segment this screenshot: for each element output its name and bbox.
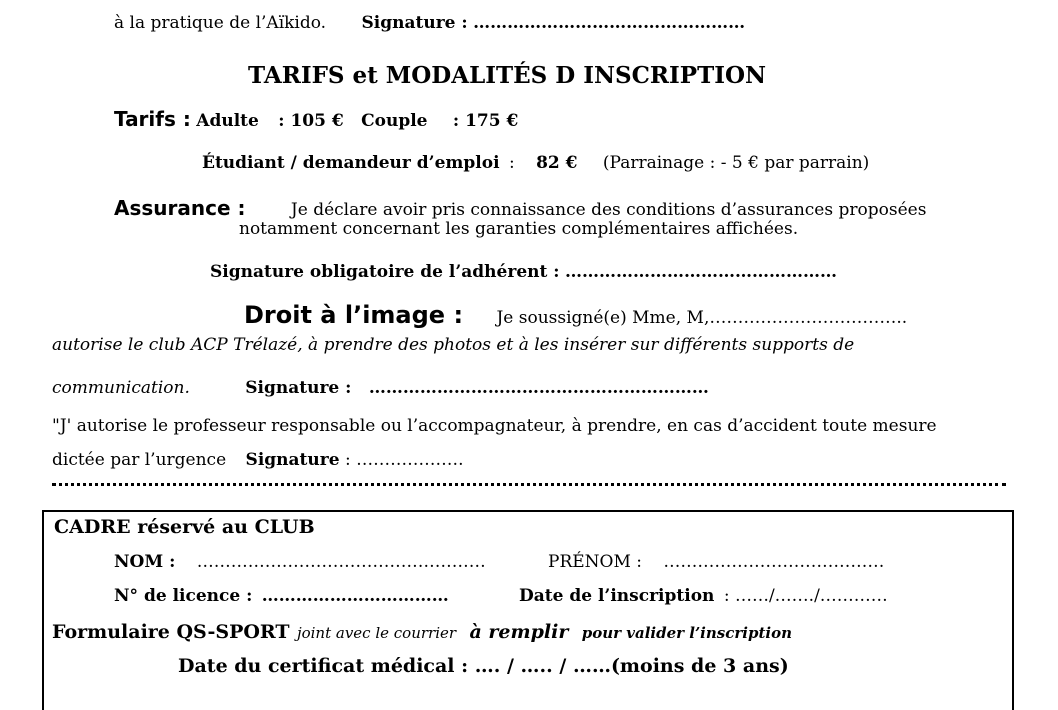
etudiant-label: Étudiant / demandeur d’emploi xyxy=(202,153,500,173)
inscription-date-label: Date de l’inscription xyxy=(519,586,715,606)
prenom-dots: ………………………………… xyxy=(663,552,885,572)
image-line-2: autorise le club ACP Trélazé, à prendre des photos et à les insérer sur différents supports de xyxy=(52,335,855,355)
assurance-text-1: Je déclare avoir pris connaissance des conditions d’assurances proposées xyxy=(290,200,927,220)
couple-price: : 175 € xyxy=(452,111,519,131)
assurance-signature xyxy=(210,262,837,282)
image-signature-label: Signature : xyxy=(245,378,352,398)
qs-sport-label: Formulaire QS-SPORT xyxy=(52,621,290,643)
nom-dots: …………………………………………… xyxy=(196,552,486,572)
adulte-price: : 105 € xyxy=(278,111,344,131)
tarifs-line xyxy=(114,107,518,131)
qs-sport-remplir: à remplir xyxy=(469,621,569,643)
club-box xyxy=(42,510,1014,710)
urgence-line-2 xyxy=(52,450,463,470)
intro-text: à la pratique de l’Aïkido. xyxy=(114,13,327,33)
assurance-label: Assurance : xyxy=(114,196,246,220)
urgence-signature-dots: : ………………. xyxy=(344,450,464,470)
assurance-line-2: notamment concernant les garanties complémentaires affichées. xyxy=(239,219,799,239)
image-line-3-text: communication. xyxy=(52,378,190,398)
parrainage-note: (Parrainage : - 5 € par parrain) xyxy=(602,153,870,173)
image-text: Je soussigné(e) Mme, M,…………………………….. xyxy=(496,308,908,328)
licence-line xyxy=(114,586,449,606)
intro-line xyxy=(114,13,745,33)
tarifs-label: Tarifs : xyxy=(114,107,191,131)
adulte-label: Adulte xyxy=(196,111,259,131)
urgence-line-1: "J' autorise le professeur responsable ou l’accompagnateur, à prendre, en cas d’accident toute mesure xyxy=(52,416,937,436)
intro-signature-dots: ………………………………………… xyxy=(473,13,746,33)
couple-label: Couple xyxy=(361,111,428,131)
etudiant-sep: : xyxy=(508,153,515,173)
qs-sport-joint: joint avec le courrier xyxy=(296,624,457,642)
licence-label: N° de licence : xyxy=(114,586,253,606)
image-signature-dots: …………………………………………………… xyxy=(368,378,709,398)
tarifs-heading: TARIFS et MODALITÉS D INSCRIPTION xyxy=(248,62,767,89)
etudiant-price: 82 € xyxy=(536,153,578,173)
nom-label: NOM : xyxy=(114,552,176,572)
assurance-line xyxy=(114,196,926,220)
prenom-line xyxy=(548,552,884,572)
qs-sport-valider: pour valider l’inscription xyxy=(581,624,792,642)
image-line-3 xyxy=(52,378,709,398)
intro-signature-label: Signature : xyxy=(361,13,468,33)
urgence-text: dictée par l’urgence xyxy=(52,450,227,470)
inscription-date-line xyxy=(519,586,888,606)
nom-line xyxy=(114,552,486,572)
etudiant-line xyxy=(202,153,869,173)
inscription-date-dots: : ……/……./………… xyxy=(723,586,888,606)
image-line xyxy=(244,301,907,329)
assurance-signature-label: Signature obligatoire de l’adhérent : xyxy=(210,262,560,282)
image-label: Droit à l’image : xyxy=(244,301,464,329)
qs-sport-line xyxy=(52,621,792,643)
dotted-separator xyxy=(52,483,1006,486)
licence-dots: …………………………… xyxy=(261,586,449,606)
urgence-signature-label: Signature xyxy=(245,450,340,470)
cadre-title: CADRE réservé au CLUB xyxy=(54,516,315,538)
certificat-line: Date du certificat médical : …. / ….. / ……(moins de 3 ans) xyxy=(178,655,789,677)
assurance-signature-dots: ………………………………………… xyxy=(564,262,837,282)
prenom-label: PRÉNOM : xyxy=(548,552,642,572)
